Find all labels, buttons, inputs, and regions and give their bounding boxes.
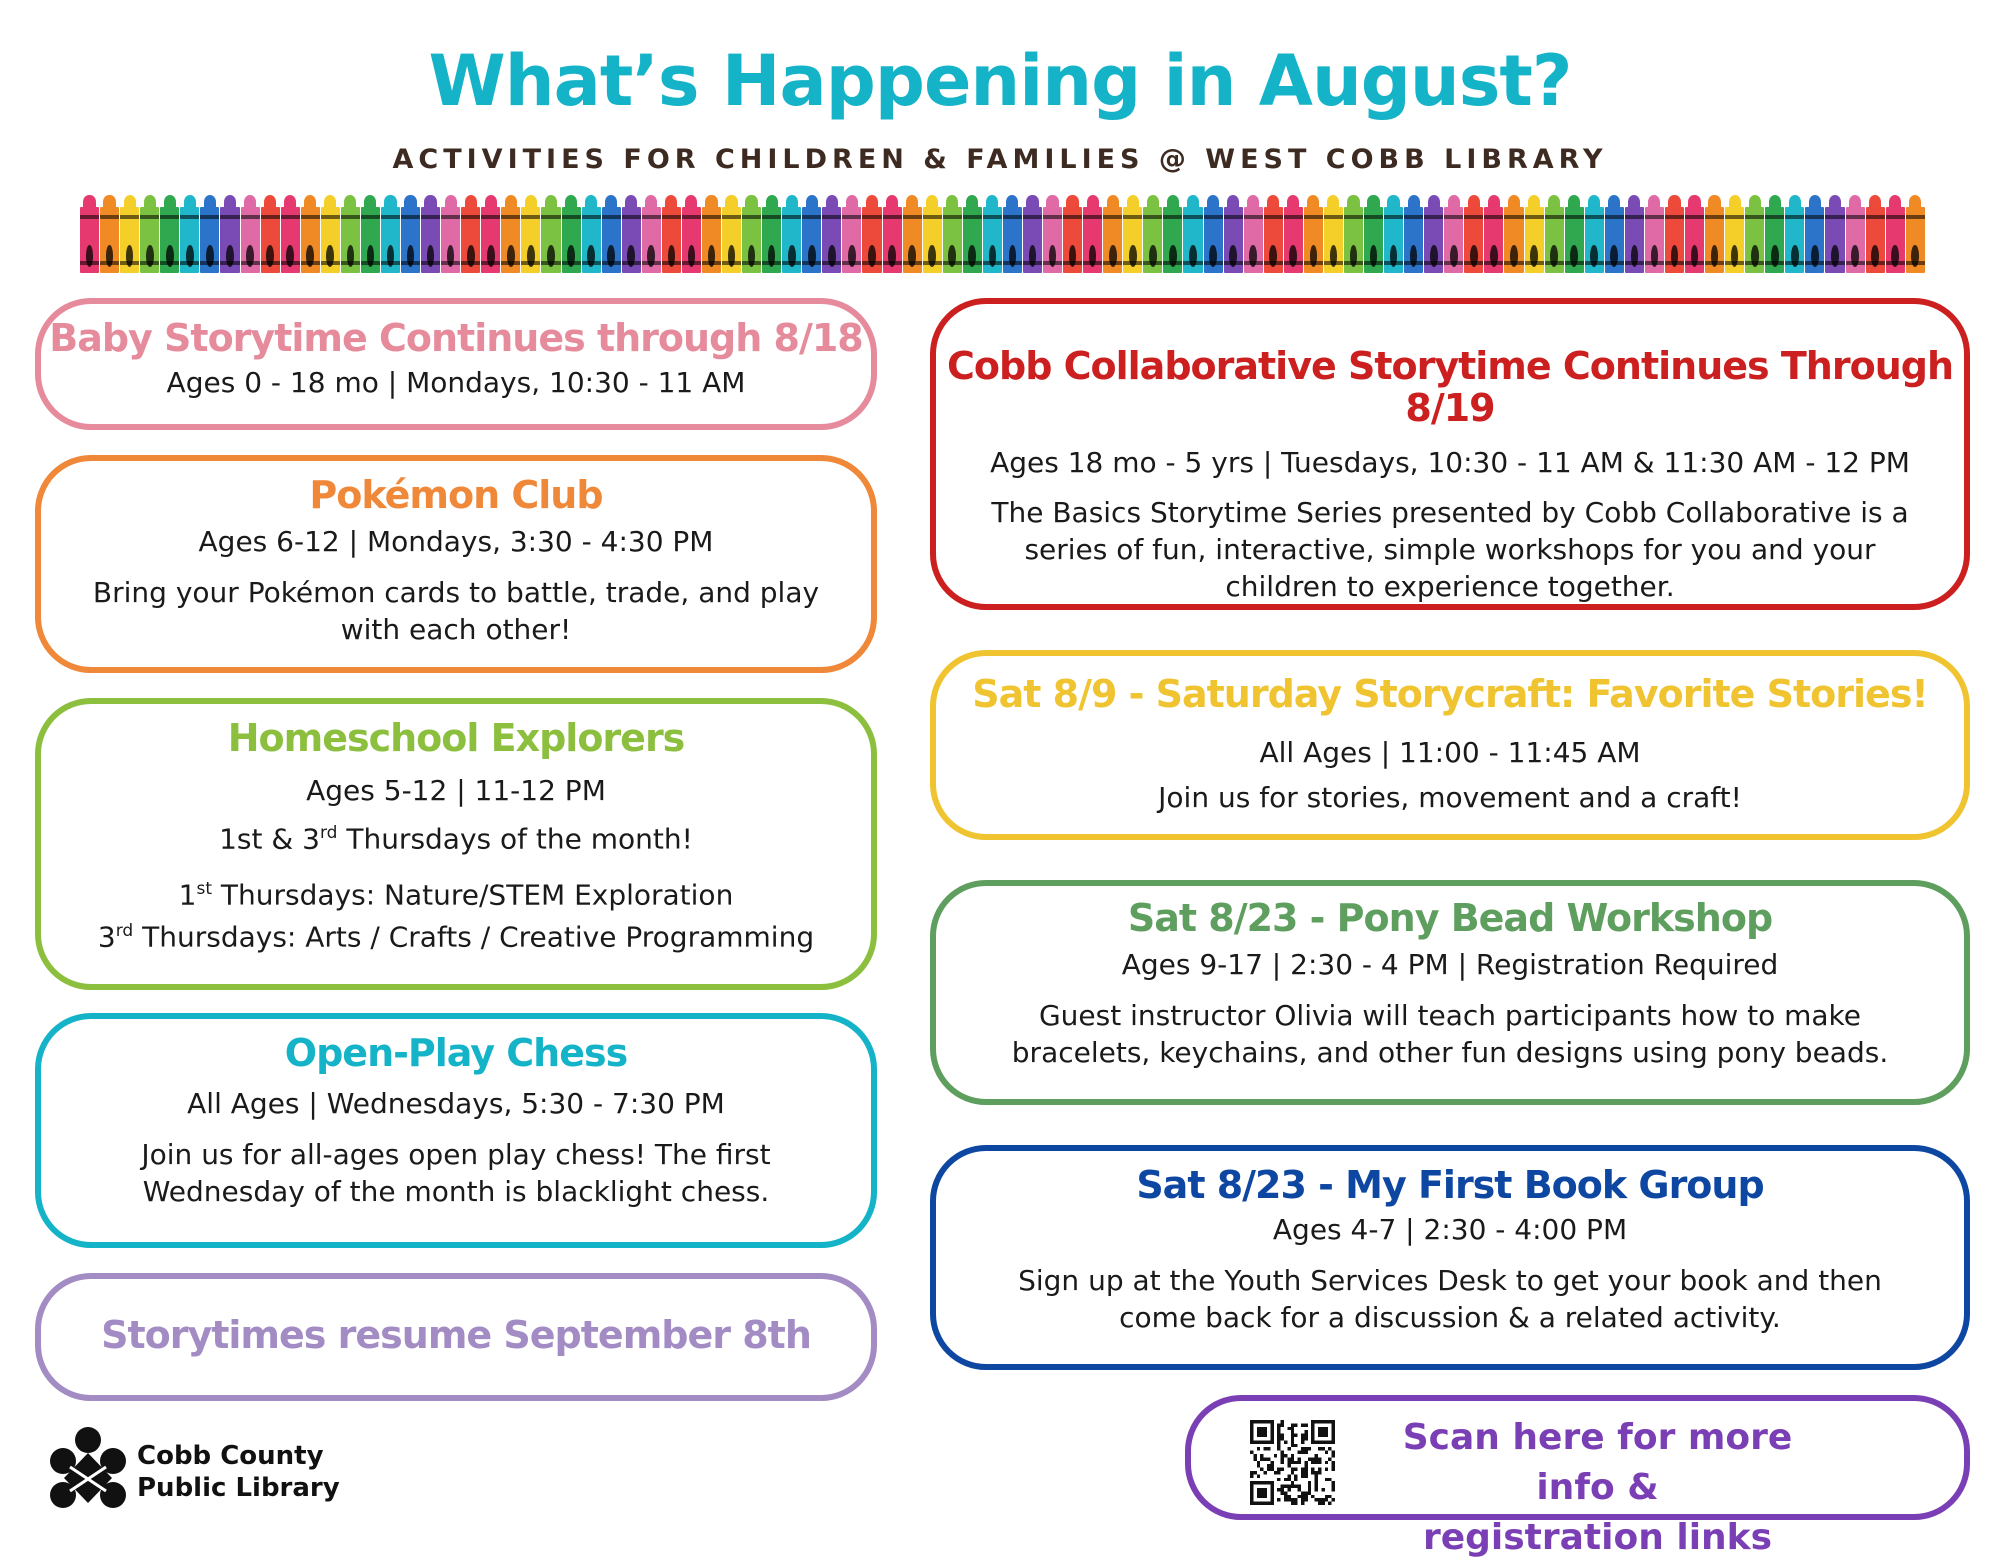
crayon bbox=[883, 195, 902, 273]
crayon bbox=[983, 195, 1002, 273]
crayon bbox=[1785, 195, 1804, 273]
crayon bbox=[1043, 195, 1062, 273]
crayon bbox=[662, 195, 681, 273]
scan-info-text: Scan here for more info & registration links bbox=[1402, 1417, 1793, 1558]
crayon bbox=[1244, 195, 1263, 273]
event-card-cobb-collaborative bbox=[930, 298, 1970, 610]
event-description: Guest instructor Olivia will teach participants how to make bbox=[1038, 998, 1862, 1032]
crayon bbox=[120, 195, 139, 273]
crayon bbox=[200, 195, 219, 273]
crayon bbox=[1143, 195, 1162, 273]
crayon bbox=[1665, 195, 1684, 273]
crayon bbox=[1344, 195, 1363, 273]
crayon bbox=[461, 195, 480, 273]
event-description: bracelets, keychains, and other fun designs using pony beads. bbox=[1011, 1035, 1889, 1069]
crayon bbox=[582, 195, 601, 273]
crayon bbox=[1685, 195, 1704, 273]
crayon bbox=[281, 195, 300, 273]
crayon bbox=[501, 195, 520, 273]
crayon bbox=[1605, 195, 1624, 273]
event-title: Homeschool Explorers bbox=[227, 716, 685, 760]
event-description: come back for a discussion & a related activity. bbox=[1119, 1300, 1781, 1334]
crayon bbox=[1384, 195, 1403, 273]
event-card-pokemon-club bbox=[35, 455, 877, 673]
crayon bbox=[642, 195, 661, 273]
crayon bbox=[381, 195, 400, 273]
event-card-homeschool-explorers bbox=[35, 698, 877, 990]
crayon bbox=[421, 195, 440, 273]
crayon bbox=[682, 195, 701, 273]
crayon bbox=[241, 195, 260, 273]
event-schedule: Ages 9-17 | 2:30 - 4 PM | Registration Required bbox=[1121, 947, 1779, 981]
event-description: The Basics Storytime Series presented by Cobb Collaborative is a bbox=[991, 495, 1909, 529]
event-description: 1st Thursdays: Nature/STEM Exploration bbox=[178, 878, 734, 912]
crayon bbox=[802, 195, 821, 273]
page-title: What’s Happening in August? bbox=[428, 40, 1572, 122]
crayon bbox=[100, 195, 119, 273]
event-schedule: Ages 5-12 | 11-12 PM bbox=[306, 773, 606, 807]
crayon bbox=[782, 195, 801, 273]
crayon bbox=[722, 195, 741, 273]
event-title: Pokémon Club bbox=[309, 473, 603, 517]
crayon bbox=[1565, 195, 1584, 273]
crayon-row-icon bbox=[80, 195, 1925, 273]
crayon bbox=[742, 195, 761, 273]
crayon bbox=[401, 195, 420, 273]
event-description: Sign up at the Youth Services Desk to get your book and then bbox=[1018, 1263, 1882, 1297]
crayon bbox=[923, 195, 942, 273]
event-title: Sat 8/23 - Pony Bead Workshop bbox=[1127, 896, 1773, 940]
crayon bbox=[1304, 195, 1323, 273]
crayon bbox=[963, 195, 982, 273]
event-description: series of fun, interactive, simple workshops for you and your bbox=[1024, 532, 1876, 566]
event-card-my-first-book-group bbox=[930, 1145, 1970, 1370]
crayon bbox=[602, 195, 621, 273]
crayon bbox=[842, 195, 861, 273]
crayon bbox=[622, 195, 641, 273]
crayon bbox=[1204, 195, 1223, 273]
crayon bbox=[1504, 195, 1523, 273]
crayon bbox=[1825, 195, 1844, 273]
crayon bbox=[862, 195, 881, 273]
event-schedule: Ages 18 mo - 5 yrs | Tuesdays, 10:30 - 11 AM & 11:30 AM - 12 PM bbox=[990, 445, 1910, 479]
crayon bbox=[1123, 195, 1142, 273]
crayon bbox=[1444, 195, 1463, 273]
crayon bbox=[1725, 195, 1744, 273]
crayon bbox=[261, 195, 280, 273]
crayon bbox=[1625, 195, 1644, 273]
event-schedule: Ages 4-7 | 2:30 - 4:00 PM bbox=[1272, 1212, 1628, 1246]
crayon bbox=[1886, 195, 1905, 273]
crayon bbox=[1765, 195, 1784, 273]
event-description: children to experience together. bbox=[1225, 569, 1675, 603]
crayon bbox=[1103, 195, 1122, 273]
event-title: Open-Play Chess bbox=[284, 1031, 628, 1075]
crayon bbox=[1424, 195, 1443, 273]
crayon bbox=[1183, 195, 1202, 273]
event-schedule-days: 1st & 3rd Thursdays of the month! bbox=[219, 822, 693, 856]
event-card-open-play-chess bbox=[35, 1013, 877, 1248]
crayon bbox=[1364, 195, 1383, 273]
crayon bbox=[1404, 195, 1423, 273]
crayon bbox=[1645, 195, 1664, 273]
event-description: Join us for all-ages open play chess! The first bbox=[141, 1137, 771, 1171]
event-card-pony-bead-workshop bbox=[930, 880, 1970, 1105]
crayon bbox=[160, 195, 179, 273]
crayon bbox=[1585, 195, 1604, 273]
event-title: Storytimes resume September 8th bbox=[101, 1313, 811, 1357]
event-description: with each other! bbox=[340, 612, 572, 646]
event-title: Sat 8/9 - Saturday Storycraft: Favorite Stories! bbox=[972, 672, 1928, 716]
event-card-baby-storytime bbox=[35, 298, 877, 430]
crayon bbox=[1464, 195, 1483, 273]
crayon bbox=[321, 195, 340, 273]
crayon bbox=[220, 195, 239, 273]
crayon bbox=[361, 195, 380, 273]
crayon bbox=[1906, 195, 1925, 273]
crayon bbox=[1846, 195, 1865, 273]
crayon bbox=[140, 195, 159, 273]
crayon bbox=[1866, 195, 1885, 273]
crayon bbox=[702, 195, 721, 273]
crayon bbox=[1063, 195, 1082, 273]
crayon bbox=[541, 195, 560, 273]
event-schedule: Ages 6-12 | Mondays, 3:30 - 4:30 PM bbox=[198, 524, 714, 558]
event-title: Sat 8/23 - My First Book Group bbox=[1136, 1163, 1764, 1207]
crayon bbox=[441, 195, 460, 273]
crayon bbox=[1264, 195, 1283, 273]
crayon bbox=[1163, 195, 1182, 273]
crayon bbox=[1023, 195, 1042, 273]
crayon bbox=[481, 195, 500, 273]
crayon bbox=[1324, 195, 1343, 273]
event-description: Join us for stories, movement and a craft! bbox=[1158, 780, 1742, 814]
event-description: 3rd Thursdays: Arts / Crafts / Creative Programming bbox=[97, 920, 815, 954]
library-name: Cobb County Public Library bbox=[137, 1441, 340, 1503]
crayon bbox=[1545, 195, 1564, 273]
crayon bbox=[521, 195, 540, 273]
event-schedule: All Ages | Wednesdays, 5:30 - 7:30 PM bbox=[187, 1086, 725, 1120]
cobb-library-logo-icon bbox=[48, 1425, 128, 1511]
crayon bbox=[341, 195, 360, 273]
crayon bbox=[301, 195, 320, 273]
crayon bbox=[903, 195, 922, 273]
crayon bbox=[822, 195, 841, 273]
event-description: Wednesday of the month is blacklight chess. bbox=[142, 1174, 770, 1208]
crayon bbox=[1525, 195, 1544, 273]
crayon bbox=[1284, 195, 1303, 273]
event-description: Bring your Pokémon cards to battle, trade, and play bbox=[92, 575, 820, 609]
crayon bbox=[1224, 195, 1243, 273]
crayon bbox=[562, 195, 581, 273]
crayon bbox=[1083, 195, 1102, 273]
page-subtitle: ACTIVITIES FOR CHILDREN & FAMILIES @ WEST COBB LIBRARY bbox=[392, 144, 1608, 175]
event-card-saturday-storycraft bbox=[930, 650, 1970, 840]
crayon bbox=[1484, 195, 1503, 273]
crayon bbox=[943, 195, 962, 273]
event-title: Cobb Collaborative Storytime Continues Through 8/19 bbox=[947, 344, 1953, 430]
event-schedule: Ages 0 - 18 mo | Mondays, 10:30 - 11 AM bbox=[166, 365, 746, 399]
qr-code-icon[interactable] bbox=[1250, 1420, 1335, 1505]
crayon bbox=[80, 195, 99, 273]
event-title: Baby Storytime Continues through 8/18 bbox=[49, 316, 863, 360]
crayon bbox=[762, 195, 781, 273]
crayon bbox=[1705, 195, 1724, 273]
crayon bbox=[1745, 195, 1764, 273]
crayon bbox=[1003, 195, 1022, 273]
crayon bbox=[1805, 195, 1824, 273]
crayon bbox=[180, 195, 199, 273]
event-card-storytimes-resume bbox=[35, 1273, 877, 1401]
event-schedule: All Ages | 11:00 - 11:45 AM bbox=[1259, 735, 1641, 769]
